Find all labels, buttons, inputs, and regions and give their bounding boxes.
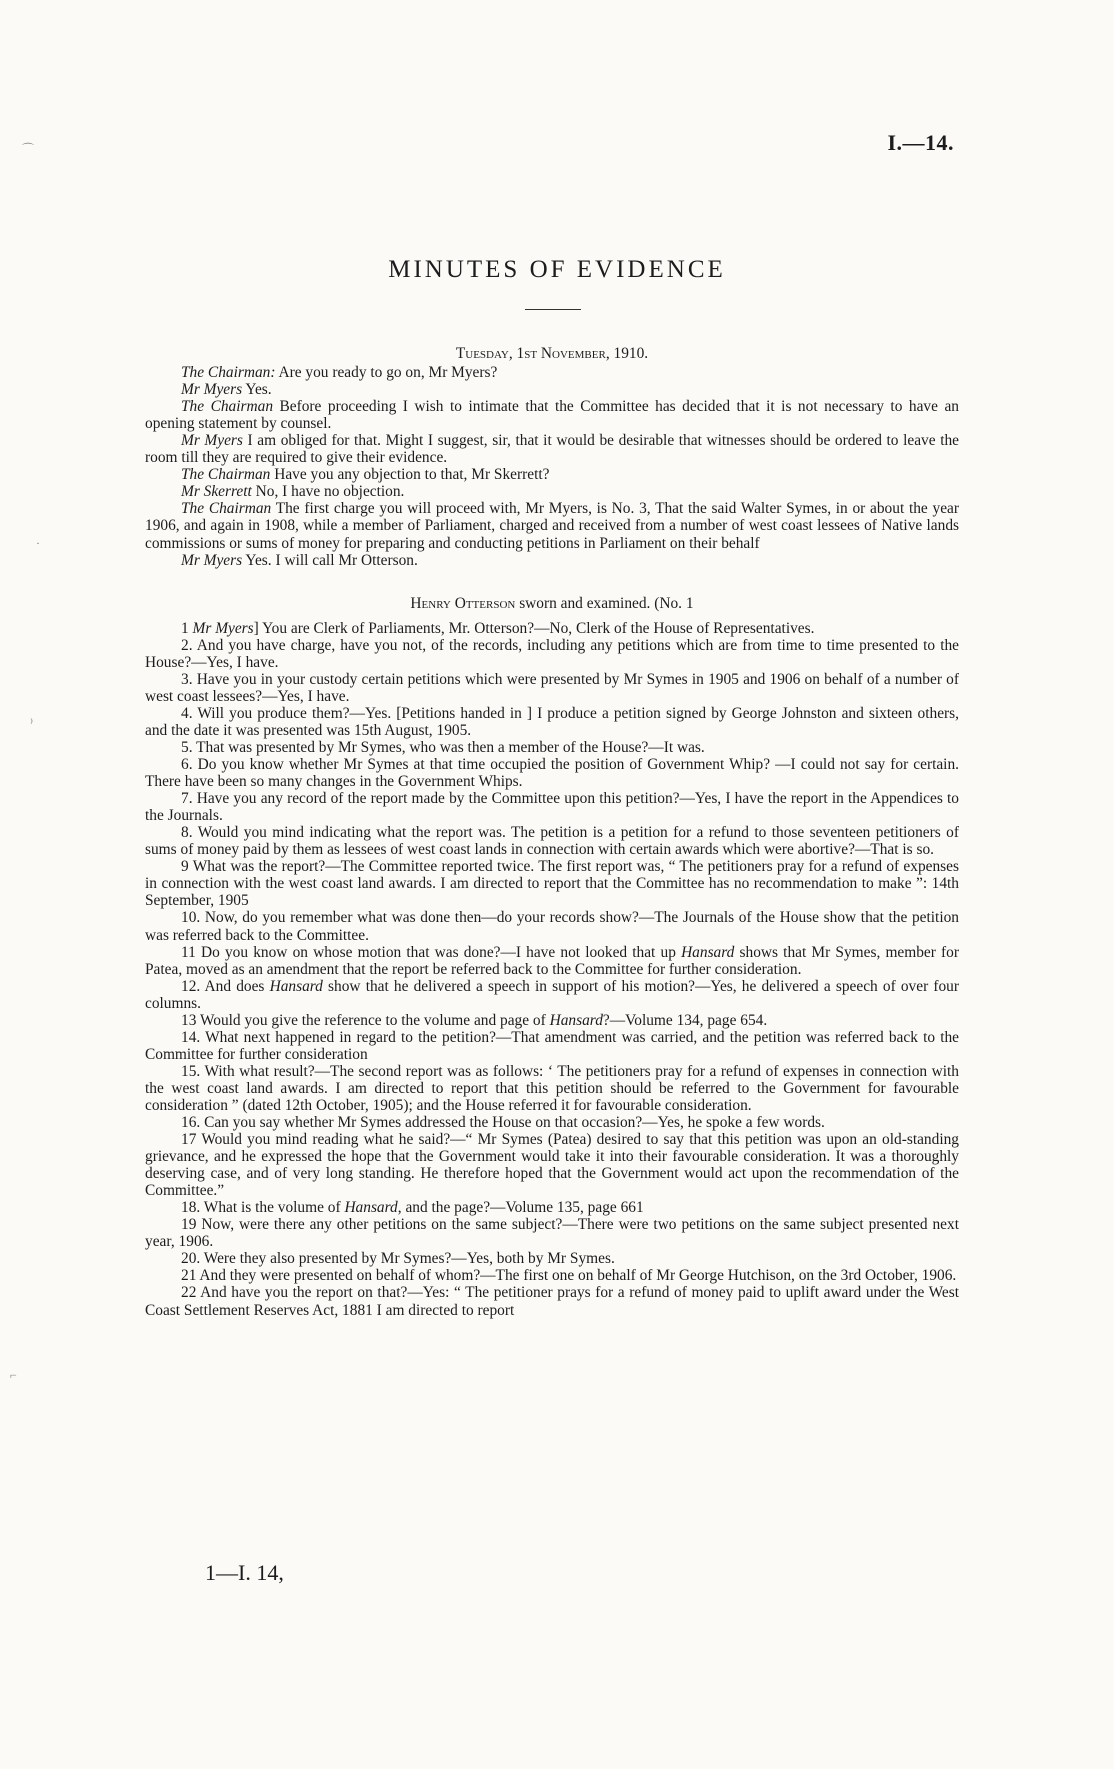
dialogue-text: I am obliged for that. Might I suggest, sir, that it would be desirable that witnesses should be ordered to leave the room till they are required to give their evidence. [145,432,960,467]
question-text: 11 Do you know on whose motion that was done?—I have not looked that up Hansard shows that Mr Symes, member for Patea, moved as an amendment that the report be referred back to the Committee for further consideration. [145,943,959,978]
witness-status: sworn and examined. (No. 1 [515,594,694,612]
question-text: 7. Have you any record of the report made by the Committee upon this petition?—Yes, I have the report in the Appendices to the Journals. [145,790,959,825]
question-text: 17 Would you mind reading what he said?—“ Mr Symes (Patea) desired to say that this petition was upon an old-standing grievance, and he expressed the hope that the Government would take it into their favourable consideration. It was a thoroughly deserving case, and of very long standing. He therefore hoped that the Government would act upon the recommendation of the Committee.” [145,1131,959,1200]
dialogue-paragraph [145,466,959,483]
dialogue-text: Have you any objection to that, Mr Skerrett? [270,466,550,484]
question-paragraph [145,944,959,978]
speaker-name: Mr Myers [181,551,243,569]
dialogue-text: Yes. [242,381,272,399]
dialogue-paragraph [145,552,959,569]
question-paragraph [145,637,959,671]
witness-heading [145,595,959,612]
question-paragraph [145,1114,959,1131]
question-paragraph [145,1250,959,1267]
hansard-reference: Hansard [344,1199,398,1217]
page-title: MINUTES OF EVIDENCE [388,256,726,283]
question-paragraph [145,620,959,637]
margin-mark: ⁾ [30,716,33,730]
question-text: 18. What is the volume of Hansard, and the page?—Volume 135, page 661 [181,1199,644,1217]
page-reference: I.—14. [887,130,954,155]
question-paragraph [145,1131,959,1199]
question-paragraph [145,1216,959,1250]
dialogue-text: Are you ready to go on, Mr Myers? [275,364,498,382]
speaker-name: The Chairman [181,500,272,518]
question-paragraph [145,739,959,756]
dialogue-paragraph [145,381,959,398]
dialogue-text: No, I have no objection. [251,483,405,501]
speaker-name: The Chairman [181,466,271,484]
examination-questions [145,620,959,1319]
title-rule [525,309,581,310]
question-paragraph [145,1063,959,1114]
dialogue-text: Yes. I will call Mr Otterson. [242,551,418,569]
document-body [145,345,959,1319]
question-paragraph [145,1012,959,1029]
question-paragraph [145,1199,959,1216]
dialogue-paragraph [145,500,959,551]
speaker-name: The Chairman: [181,364,276,382]
question-paragraph [145,1267,959,1284]
dialogue-paragraph [145,483,959,500]
question-paragraph [145,756,959,790]
question-text: ] You are Clerk of Parliaments, Mr. Otterson?—No, Clerk of the House of Representatives. [253,619,815,637]
dialogue-paragraph [145,364,959,381]
question-text: 16. Can you say whether Mr Symes addressed the House on that occasion?—Yes, he spoke a few words. [181,1114,825,1132]
hansard-reference: Hansard [681,943,735,961]
margin-mark: ⌒ [22,142,35,156]
hansard-reference: Hansard [549,1011,603,1029]
question-paragraph [145,858,959,909]
question-paragraph [145,1029,959,1063]
question-paragraph [145,824,959,858]
dialogue-paragraph [145,398,959,432]
question-text: 9 What was the report?—The Committee reported twice. The first report was, “ The petitioners pray for a refund of expenses in connection with the west coast land awards. I am directed to report that the Committee has no recommendation to make ”: 14th September, 1905 [145,858,959,910]
question-text: 6. Do you know whether Mr Symes at that time occupied the position of Government Whip? —I could not say for certain. There have been so many changes in the Government Whips. [145,756,959,791]
dialogue-text: The first charge you will proceed with, Mr Myers, is No. 3, That the said Walter Symes, in or about the year 1906, and again in 1908, while a member of Parliament, charged and received from a number of west coast lessees of Native lands commissions or sums of money for preparing and conducting petitions in Parliament on their behalf [145,500,959,552]
question-paragraph [145,790,959,824]
hansard-reference: Hansard [269,977,323,995]
margin-mark: ⌐ [10,1368,17,1382]
opening-exchange [145,364,959,569]
question-text: 22 And have you the report on that?—Yes: “ The petitioner prays for a refund of money paid to uplift award under the West Coast Settlement Reserves Act, 1881 I am directed to report [145,1284,959,1319]
question-paragraph [145,705,959,739]
speaker-name: Mr Skerrett [181,483,252,501]
question-text: 14. What next happened in regard to the petition?—That amendment was carried, and the petition was referred back to the Committee for further consideration [145,1028,959,1063]
footer-signature: 1—I. 14, [205,1560,284,1585]
dialogue-text: Before proceeding I wish to intimate that the Committee has decided that it is not necessary to have an opening statement by counsel. [145,398,959,433]
dialogue-paragraph [145,432,959,466]
question-paragraph [145,909,959,943]
question-text: 5. That was presented by Mr Symes, who was then a member of the House?—It was. [181,738,705,756]
question-text: 8. Would you mind indicating what the report was. The petition is a petition for a refund to those seventeen petitioners of sums of money paid by them as lessees of west coast lands in connection with certain awards which were abortive?—That is so. [145,824,959,859]
session-date: Tuesday, 1st November, 1910. [455,345,649,362]
question-paragraph [145,1284,959,1318]
question-text: 10. Now, do you remember what was done then—do your records show?—The Journals of the House show that the petition was referred back to the Committee. [145,909,959,944]
question-paragraph [145,978,959,1012]
question-text: 19 Now, were there any other petitions on the same subject?—There were two petitions on the same subject presented next year, 1906. [145,1216,959,1251]
question-text: 4. Will you produce them?—Yes. [Petitions handed in ] I produce a petition signed by George Johnston and sixteen others, and the date it was presented was 15th August, 1905. [145,704,959,739]
speaker-name: Mr Myers [181,381,243,399]
question-text: 2. And you have charge, have you not, of the records, including any petitions which are from time to time presented to the House?—Yes, I have. [145,636,959,671]
question-text: 13 Would you give the reference to the volume and page of Hansard?—Volume 134, page 654. [181,1011,768,1029]
witness-name: Henry Otterson [410,594,516,612]
question-text: 21 And they were presented on behalf of whom?—The first one on behalf of Mr George Hutchison, on the 3rd October, 1906. [181,1267,957,1285]
question-paragraph [145,671,959,705]
question-text: 1 [181,619,193,637]
question-text: 12. And does Hansard show that he delivered a speech in support of his motion?—Yes, he delivered a speech of over four columns. [145,977,959,1012]
margin-mark: · [36,536,40,550]
question-text: 15. With what result?—The second report was as follows: ‘ The petitioners pray for a refund of expenses in connection with the west coast land awards. I am directed to report that this petition should be referred to the Government for favourable consideration ” (dated 12th October, 1905); and the House referred it for favourable consideration. [145,1062,959,1114]
speaker-name: The Chairman [181,398,274,416]
speaker-name: Mr Myers [192,619,254,637]
question-text: 20. Were they also presented by Mr Symes?—Yes, both by Mr Symes. [181,1250,615,1268]
speaker-name: Mr Myers [181,432,243,450]
question-text: 3. Have you in your custody certain petitions which were presented by Mr Symes in 1905 and 1906 on behalf of a number of west coast lessees?—Yes, I have. [145,670,959,705]
